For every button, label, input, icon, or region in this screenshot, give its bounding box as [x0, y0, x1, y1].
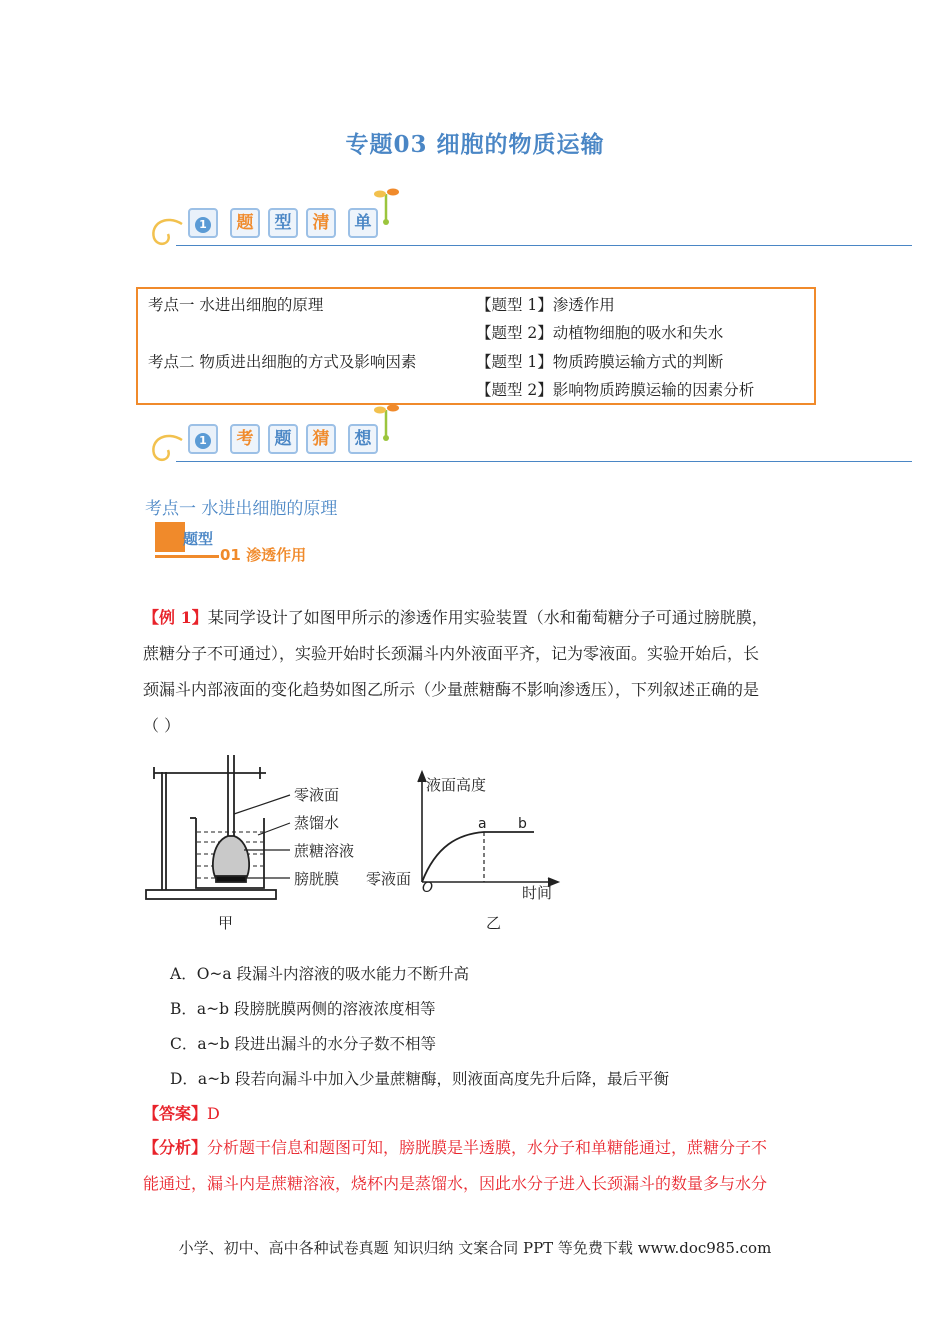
figure-graph — [362, 766, 562, 938]
option-d: D．a~b 段若向漏斗中加入少量蔗糖酶，则液面高度先升后降，最后平衡 — [170, 1070, 670, 1088]
label-distilled-water: 蒸馏水 — [294, 814, 340, 832]
example-line-2: 蔗糖分子不可通过），实验开始时长颈漏斗内外液面平齐，记为零液面。实验开始后，长 — [143, 644, 760, 663]
banner-char-2: 题 — [268, 424, 298, 454]
document-title: 专题03 细胞的物质运输 — [345, 131, 605, 158]
outline-type-1: 【题型 1】渗透作用 — [476, 296, 615, 314]
outline-box — [136, 287, 816, 405]
label-zero-level: 零液面 — [294, 786, 340, 804]
banner-number-badge: 1 — [188, 208, 218, 238]
sprout-icon — [374, 402, 404, 442]
type-head: 题型 — [183, 530, 214, 548]
swirl-decoration-icon — [146, 426, 186, 466]
type-block — [155, 522, 185, 552]
answer-value: D — [207, 1104, 220, 1123]
caption-yi: 乙 — [486, 914, 502, 932]
graph-x-label: 时间 — [522, 884, 553, 902]
caption-jia: 甲 — [218, 914, 234, 932]
banner-char-2: 型 — [268, 208, 298, 238]
figure-apparatus — [140, 750, 370, 940]
type-underline — [155, 555, 219, 558]
banner-rule — [176, 461, 912, 462]
outline-type-3: 【题型 1】物质跨膜运输方式的判断 — [476, 353, 724, 371]
example-tag: 【例 1】 — [143, 608, 208, 627]
example-question — [143, 600, 803, 744]
swirl-decoration-icon — [146, 210, 186, 250]
analysis-line-2: 能通过，漏斗内是蔗糖溶液，烧杯内是蒸馏水，因此水分子进入长颈漏斗的数量多与水分 — [143, 1174, 768, 1193]
banner-char-4: 单 — [348, 208, 378, 238]
banner-number-badge: 1 — [188, 424, 218, 454]
sprout-icon — [374, 186, 404, 226]
page-footer: 小学、初中、高中各种试卷真题 知识归纳 文案合同 PPT 等免费下载 www.doc985.com — [178, 1239, 772, 1257]
outline-type-4: 【题型 2】影响物质跨膜运输的因素分析 — [476, 381, 755, 399]
section-banner-predictions — [146, 406, 912, 470]
example-line-1: 某同学设计了如图甲所示的渗透作用实验装置（水和葡萄糖分子可通过膀胱膜， — [207, 608, 768, 627]
banner-rule — [176, 245, 912, 246]
example-line-3: 颈漏斗内部液面的变化趋势如图乙所示（少量蔗糖酶不影响渗透压），下列叙述正确的是 — [143, 680, 760, 699]
type-subtitle: 01 渗透作用 — [220, 546, 307, 564]
banner-char-1: 题 — [230, 208, 260, 238]
outline-point-2: 考点二 物质进出细胞的方式及影响因素 — [148, 353, 417, 371]
option-c: C．a~b 段进出漏斗的水分子数不相等 — [170, 1035, 436, 1053]
option-b: B．a~b 段膀胱膜两侧的溶液浓度相等 — [170, 1000, 436, 1018]
banner-char-4: 想 — [348, 424, 378, 454]
graph-y-label: 液面高度 — [426, 776, 487, 794]
graph-origin: O — [422, 880, 434, 896]
outline-point-1: 考点一 水进出细胞的原理 — [148, 296, 324, 314]
banner-char-3: 清 — [306, 208, 336, 238]
graph-point-b: b — [518, 816, 527, 832]
analysis-line-1: 分析题干信息和题图可知，膀胱膜是半透膜，水分子和单糖能通过，蔗糖分子不 — [207, 1138, 768, 1157]
graph-point-a: a — [478, 816, 487, 832]
banner-char-1: 考 — [230, 424, 260, 454]
label-sucrose-solution: 蔗糖溶液 — [294, 842, 355, 860]
label-bladder-membrane: 膀胱膜 — [294, 870, 340, 888]
section-point-heading: 考点一 水进出细胞的原理 — [145, 499, 338, 519]
graph-zero-label: 零液面 — [366, 870, 412, 888]
analysis-block — [143, 1130, 803, 1202]
section-banner-question-types — [146, 190, 912, 254]
answer-line — [143, 1101, 220, 1124]
option-a: A．O~a 段漏斗内溶液的吸水能力不断升高 — [170, 965, 470, 983]
outline-type-2: 【题型 2】动植物细胞的吸水和失水 — [476, 324, 724, 342]
analysis-tag: 【分析】 — [143, 1138, 208, 1157]
banner-char-3: 猜 — [306, 424, 336, 454]
example-line-4: （ ） — [143, 716, 181, 735]
answer-tag: 【答案】 — [143, 1104, 208, 1123]
